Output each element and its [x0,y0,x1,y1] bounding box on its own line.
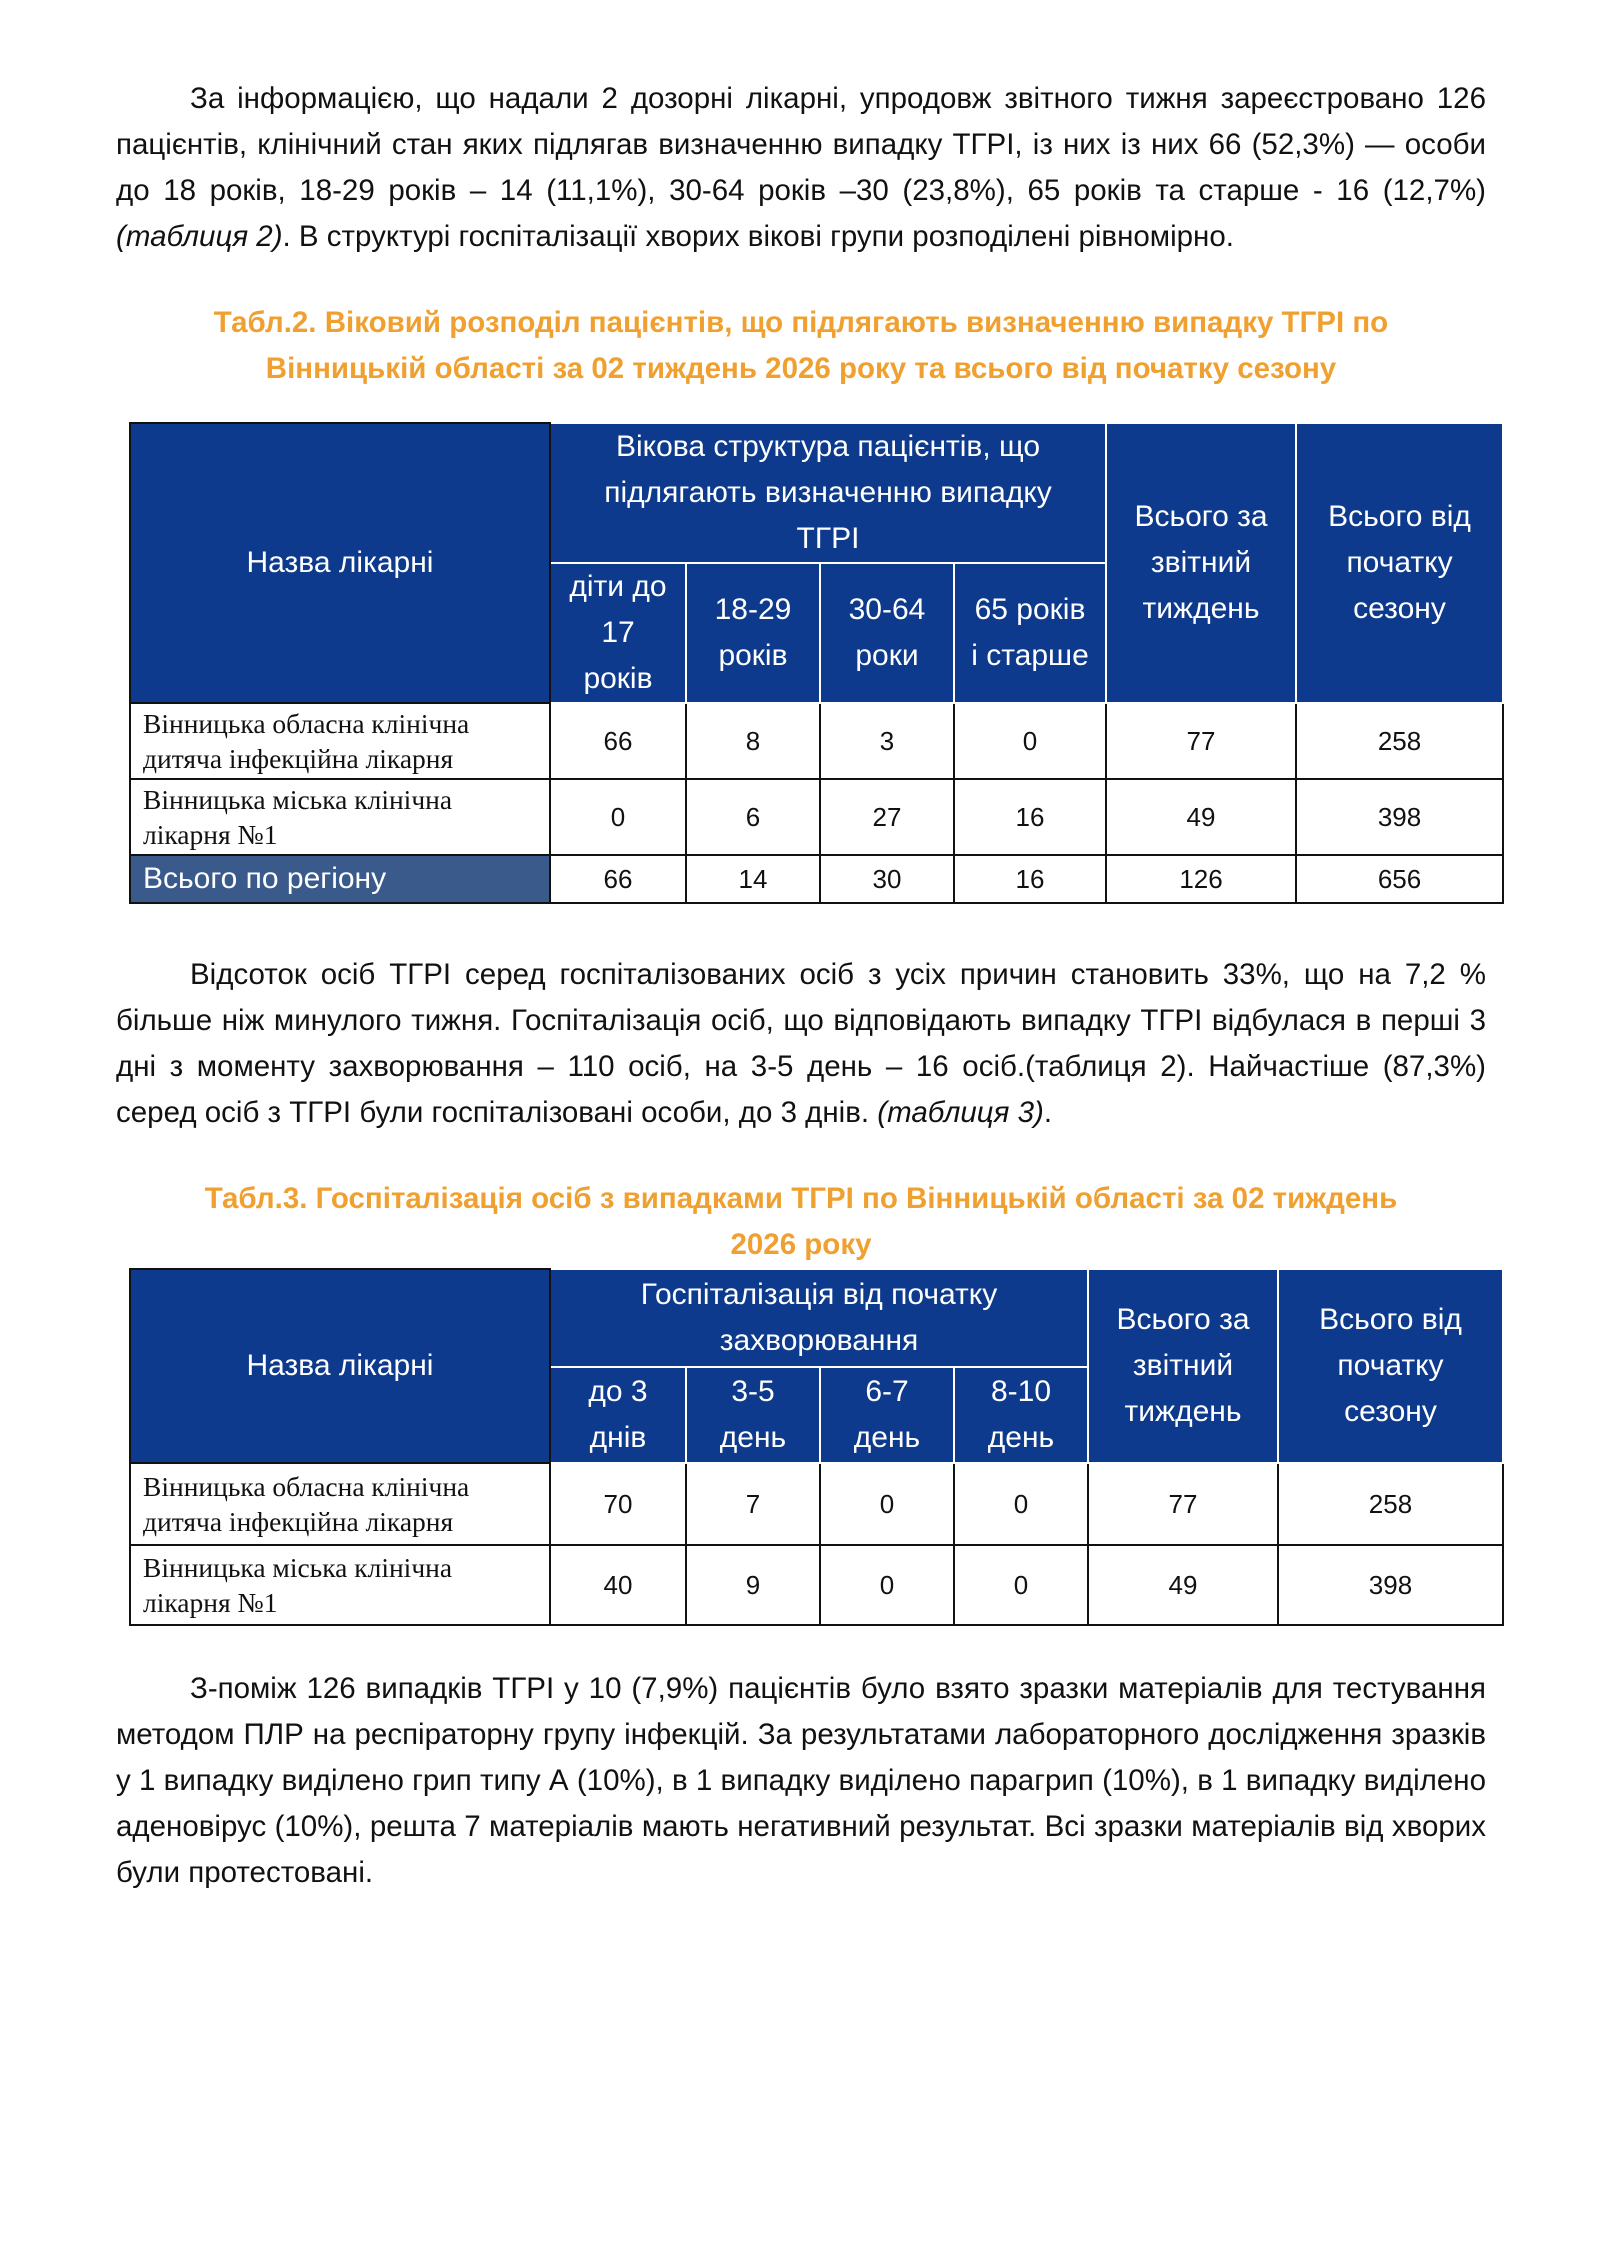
document-page [116,76,1486,1896]
table2-caption-line1: Табл.2. Віковий розподіл пацієнтів, що підлягають визначенню випадку ТГРІ по [213,306,1389,339]
table2-header-age-65-plus: 65 років і старше [954,563,1106,703]
table3-header-3-5-day: 3-5 день [686,1367,820,1463]
table3-header-week: Всього за звітний тиждень [1088,1269,1278,1463]
cell-value: 0 [820,1463,954,1545]
paragraph-hospitalization [116,952,1486,1136]
table2-header-group: Вікова структура пацієнтів, що підлягають визначенню випадку ТГРІ [550,423,1106,563]
table-row [130,779,1503,855]
cell-value: 14 [686,855,820,903]
cell-value: 66 [550,855,686,903]
region-total-label: Всього по регіону [130,855,550,903]
table2-age-distribution [129,422,1504,904]
table-reference: (таблиця 2) [116,220,283,253]
table2-header-age-30-64: 30-64 роки [820,563,954,703]
cell-value: 6 [686,779,820,855]
table3-hospitalization-timing [129,1268,1504,1626]
hospital-name: Вінницька обласна клінічна дитяча інфекційна лікарня [130,1463,550,1545]
cell-value: 0 [954,1545,1088,1625]
cell-value: 40 [550,1545,686,1625]
cell-week-total: 77 [1106,703,1296,779]
cell-value: 27 [820,779,954,855]
cell-season-total: 398 [1296,779,1503,855]
paragraph-lab-results: З-поміж 126 випадків ТГРІ у 10 (7,9%) пацієнтів було взято зразки матеріалів для тестування методом ПЛР на респіраторну групу інфекцій. За результатами лабораторного дослідження зразків у 1 випадку виділено грип типу А (10%), в 1 випадку виділено парагрип (10%), в 1 випадку виділено аденовірус (10%), решта 7 матеріалів мають негативний результат. Всі зразки матеріалів від хворих були протестовані. [116,1672,1486,1889]
cell-value: 0 [550,779,686,855]
cell-season-total: 656 [1296,855,1503,903]
hospital-name: Вінницька обласна клінічна дитяча інфекційна лікарня [130,703,550,779]
table3-header-group: Госпіталізація від початку захворювання [550,1269,1088,1367]
hospital-name: Вінницька міська клінічна лікарня №1 [130,1545,550,1625]
cell-value: 8 [686,703,820,779]
cell-week-total: 49 [1088,1545,1278,1625]
table-row [130,1463,1503,1545]
table3-caption-line2: 2026 року [730,1228,872,1261]
table-total-row [130,855,1503,903]
cell-week-total: 126 [1106,855,1296,903]
table-row [130,1545,1503,1625]
table3-caption-line1: Табл.3. Госпіталізація осіб з випадками ТГРІ по Вінницькій області за 02 тиждень [204,1182,1398,1215]
paragraph-intro-tail: . В структурі госпіталізації хворих вікові групи розподілені рівномірно. [282,220,1234,253]
cell-value: 0 [820,1545,954,1625]
cell-value: 66 [550,703,686,779]
cell-value: 7 [686,1463,820,1545]
cell-value: 0 [954,1463,1088,1545]
cell-value: 9 [686,1545,820,1625]
cell-week-total: 49 [1106,779,1296,855]
table2-header-age-0-17: діти до 17 років [550,563,686,703]
paragraph-hospitalization-text: Відсоток осіб ТГРІ серед госпіталізованих осіб з усіх причин становить 33%, що на 7,2 % більше ніж минулого тижня. Госпіталізація осіб, що відповідають випадку ТГРІ відбулася в перші 3 дні з моменту захворювання – 110 осіб, на 3-5 день – 16 осіб.(таблиця 2). Найчастіше (87,3%) серед осіб з ТГРІ були госпіталізовані особи, до 3 днів. [116,958,1486,1129]
hospital-name: Вінницька міська клінічна лікарня №1 [130,779,550,855]
table2-header-season: Всього від початку сезону [1296,423,1503,703]
cell-value: 16 [954,855,1106,903]
table-row [130,703,1503,779]
table2-caption-line2: Вінницькій області за 02 тиждень 2026 року та всього від початку сезону [265,352,1337,385]
cell-week-total: 77 [1088,1463,1278,1545]
table2-header-age-18-29: 18-29 років [686,563,820,703]
cell-value: 30 [820,855,954,903]
table3-caption [116,1176,1486,1268]
paragraph-hospitalization-tail: . [1043,1096,1053,1129]
table3-header-6-7-day: 6-7 день [820,1367,954,1463]
table2-header-week: Всього за звітний тиждень [1106,423,1296,703]
cell-value: 0 [954,703,1106,779]
table2-header-name: Назва лікарні [130,423,550,703]
table-reference: (таблиця 3) [877,1096,1044,1129]
cell-season-total: 258 [1278,1463,1503,1545]
table3-header-name: Назва лікарні [130,1269,550,1463]
paragraph-intro [116,76,1486,260]
cell-value: 16 [954,779,1106,855]
table3-header-up-to-3-days: до 3 днів [550,1367,686,1463]
table2-caption [116,300,1486,392]
table3-header-season: Всього від початку сезону [1278,1269,1503,1463]
table3-header-8-10-day: 8-10 день [954,1367,1088,1463]
cell-value: 3 [820,703,954,779]
paragraph-intro-text: За інформацією, що надали 2 дозорні лікарні, упродовж звітного тижня зареєстровано 126 пацієнтів, клінічний стан яких підлягав визначенню випадку ТГРІ, із них із них 66 (52,3%) — особи до 18 років, 18-29 років – 14 (11,1%), 30-64 років –30 (23,8%), 65 років та старше - 16 (12,7%) [116,82,1486,207]
cell-value: 70 [550,1463,686,1545]
cell-season-total: 258 [1296,703,1503,779]
cell-season-total: 398 [1278,1545,1503,1625]
